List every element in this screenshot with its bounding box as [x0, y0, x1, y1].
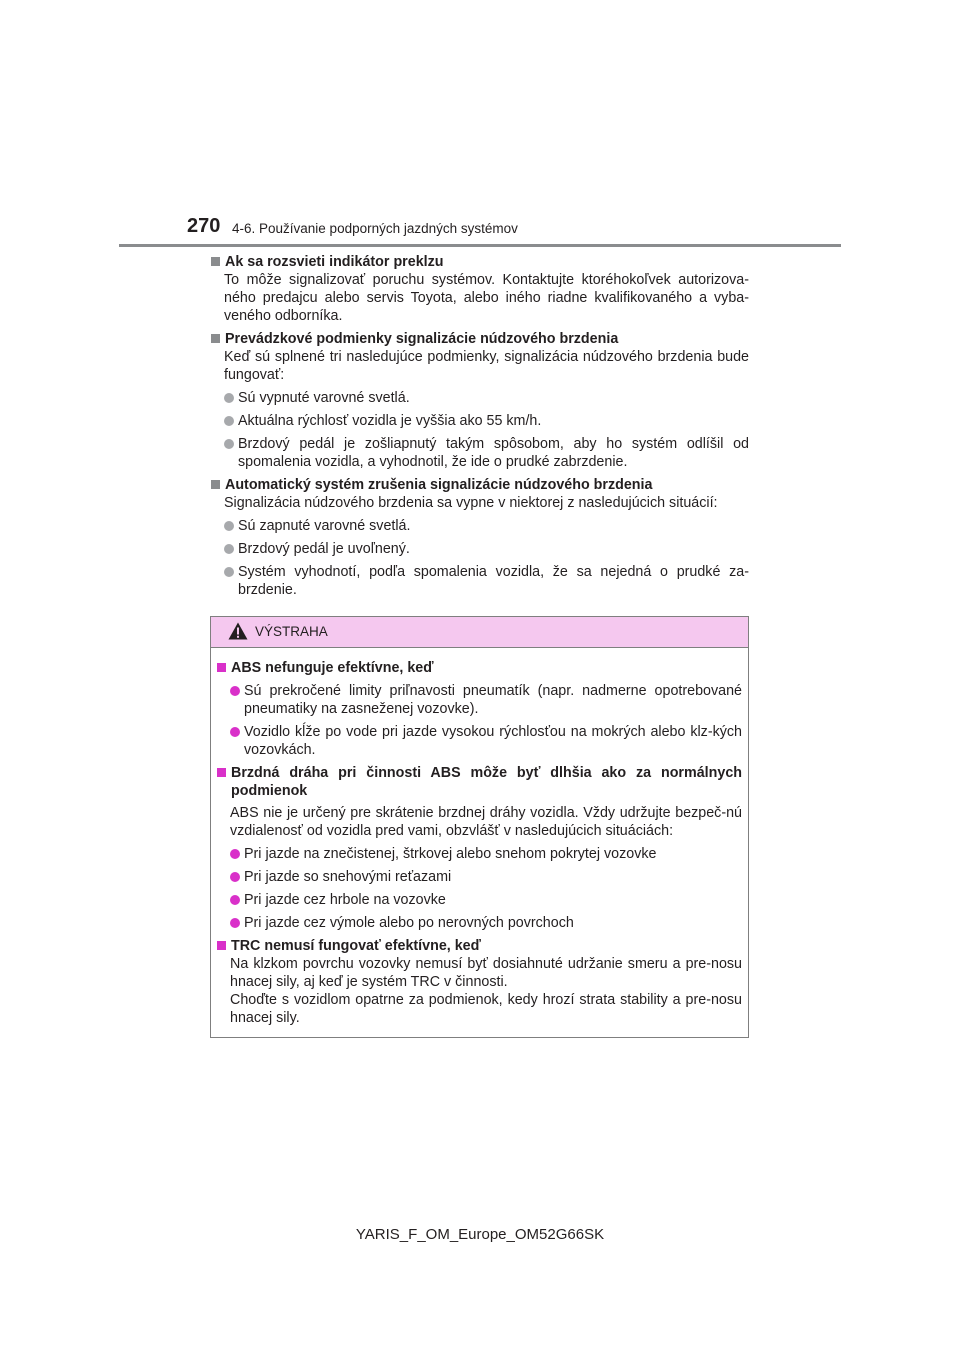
heading-text: Automatický systém zrušenia signalizácie núdzového brzdenia	[225, 477, 653, 493]
warning-box	[210, 616, 749, 1038]
list-item-text: Sú vypnuté varovné svetlá.	[238, 390, 410, 406]
square-bullet-icon	[217, 941, 226, 950]
list-item-text: Brzdový pedál je zošliapnutý takým spôsobom, aby ho systém odlíšil od spomalenia vozidla, a vyhodnotil, že ide o prudké zabrzdenie.	[238, 436, 749, 470]
list-item-text: Vozidlo kĺže po vode pri jazde vysokou rýchlosťou na mokrých alebo klz-kých vozovkách.	[244, 724, 742, 758]
section-heading-auto-cancel	[211, 476, 749, 494]
list-item	[217, 682, 742, 718]
square-bullet-icon	[217, 768, 226, 777]
warning-heading-trc	[217, 937, 742, 955]
circle-bullet-icon	[230, 872, 240, 882]
circle-bullet-icon	[224, 567, 234, 577]
list-item	[211, 540, 749, 558]
circle-bullet-icon	[230, 686, 240, 696]
square-bullet-icon	[217, 663, 226, 672]
square-bullet-icon	[211, 480, 220, 489]
list-item	[217, 723, 742, 759]
warning-paragraph: ABS nie je určený pre skrátenie brzdnej dráhy vozidla. Vždy udržujte bezpeč-nú vzdialenosť od vozidla pred vami, obzvlášť v nasledujúcich situáciách:	[230, 805, 742, 839]
heading-text: TRC nemusí fungovať efektívne, keď	[231, 938, 481, 954]
warning-heading-braking-distance	[217, 764, 742, 800]
heading-text: Prevádzkové podmienky signalizácie núdzového brzdenia	[225, 331, 619, 347]
section-paragraph: To môže signalizovať poruchu systémov. Kontaktujte ktoréhokoľvek autorizova-ného predajcu alebo servis Toyota, alebo iného riadne kvalifikovaného a vyba-veného odborníka.	[224, 272, 749, 324]
square-bullet-icon	[211, 257, 220, 266]
list-item	[217, 845, 742, 863]
circle-bullet-icon	[224, 544, 234, 554]
list-item-text: Pri jazde cez hrbole na vozovke	[244, 892, 446, 908]
list-item-text: Sú prekročené limity priľnavosti pneumatík (napr. nadmerne opotrebované pneumatiky na zasneženej vozovke).	[244, 683, 742, 717]
circle-bullet-icon	[224, 439, 234, 449]
warning-header	[211, 617, 748, 648]
circle-bullet-icon	[224, 521, 234, 531]
heading-text: Ak sa rozsvieti indikátor preklzu	[225, 254, 444, 270]
list-item-text: Pri jazde so snehovými reťazami	[244, 869, 452, 885]
main-content	[211, 253, 749, 599]
list-item	[211, 389, 749, 407]
section-paragraph: Signalizácia núdzového brzdenia sa vypne v niektorej z nasledujúcich situácií:	[224, 495, 718, 511]
circle-bullet-icon	[230, 895, 240, 905]
list-item	[217, 868, 742, 886]
square-bullet-icon	[211, 334, 220, 343]
warning-triangle-icon	[228, 622, 248, 640]
list-item	[211, 563, 749, 599]
warning-body	[211, 648, 748, 1027]
list-item-text: Aktuálna rýchlosť vozidla je vyššia ako 55 km/h.	[238, 413, 542, 429]
list-item	[217, 914, 742, 932]
page-number: 270	[187, 215, 221, 237]
list-item-text: Brzdový pedál je uvoľnený.	[238, 541, 410, 557]
footer-doc-id: YARIS_F_OM_Europe_OM52G66SK	[355, 1226, 605, 1243]
circle-bullet-icon	[224, 393, 234, 403]
list-item	[211, 435, 749, 471]
section-heading-emergency-brake-conditions	[211, 330, 749, 348]
list-item-text: Pri jazde cez výmole alebo po nerovných povrchoch	[244, 915, 574, 931]
list-item-text: Sú zapnuté varovné svetlá.	[238, 518, 411, 534]
header-rule	[119, 244, 841, 247]
section-paragraph: Keď sú splnené tri nasledujúce podmienky, signalizácia núdzového brzdenia bude fungovať:	[224, 349, 749, 383]
list-item	[211, 517, 749, 535]
warning-paragraph: Choďte s vozidlom opatrne za podmienok, kedy hrozí strata stability a pre-nosu hnacej sily.	[230, 992, 742, 1026]
circle-bullet-icon	[230, 918, 240, 928]
list-item	[211, 412, 749, 430]
section-heading-slip-indicator	[211, 253, 749, 271]
heading-text: ABS nefunguje efektívne, keď	[231, 660, 434, 676]
circle-bullet-icon	[230, 849, 240, 859]
list-item	[217, 891, 742, 909]
warning-title: VÝSTRAHA	[255, 624, 328, 639]
heading-text: Brzdná dráha pri činnosti ABS môže byť dlhšia ako za normálnych podmienok	[231, 765, 742, 799]
list-item-text: Systém vyhodnotí, podľa spomalenia vozidla, že sa nejedná o prudké za-brzdenie.	[238, 564, 749, 598]
circle-bullet-icon	[224, 416, 234, 426]
list-item-text: Pri jazde na znečistenej, štrkovej alebo snehom pokrytej vozovke	[244, 846, 657, 862]
circle-bullet-icon	[230, 727, 240, 737]
chapter-title: 4-6. Používanie podporných jazdných systémov	[232, 221, 518, 236]
warning-paragraph: Na klzkom povrchu vozovky nemusí byť dosiahnuté udržanie smeru a pre-nosu hnacej sily, aj keď je systém TRC v činnosti.	[230, 956, 742, 990]
warning-heading-abs	[217, 659, 742, 677]
